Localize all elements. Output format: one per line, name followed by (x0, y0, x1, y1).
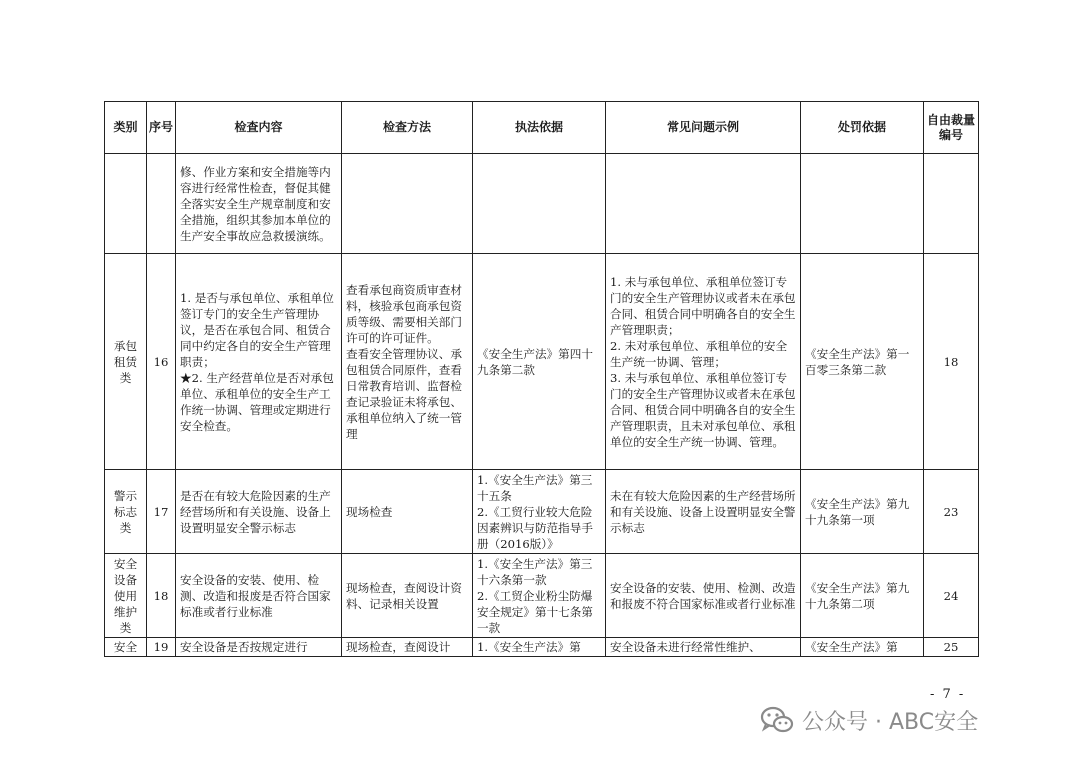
header-issues: 常见问题示例 (606, 102, 801, 154)
watermark-text: 公众号 · ABC安全 (802, 709, 979, 735)
cell-content: 安全设备的安装、使用、检测、改造和报废是否符合国家标准或者行业标准 (176, 554, 342, 638)
cell-basis: 1.《安全生产法》第 (473, 638, 606, 657)
cell-category: 安全设备使用维护类 (105, 554, 147, 638)
cell-category: 承包租赁类 (105, 254, 147, 470)
cell-basis: 1.《安全生产法》第三十六条第一款 2.《工贸企业粉尘防爆安全规定》第十七条第一款 (473, 554, 606, 638)
header-method: 检查方法 (342, 102, 473, 154)
cell-category (105, 154, 147, 254)
header-code: 自由裁量编号 (924, 102, 979, 154)
cell-number: 18 (147, 554, 176, 638)
cell-code (924, 154, 979, 254)
cell-issues: 安全设备未进行经常性维护、 (606, 638, 801, 657)
cell-basis (473, 154, 606, 254)
cell-basis: 1.《安全生产法》第三十五条 2.《工贸行业较大危险因素辨识与防范指导手册（2016版）》 (473, 470, 606, 554)
header-basis: 执法依据 (473, 102, 606, 154)
cell-code: 25 (924, 638, 979, 657)
table-row (105, 254, 979, 470)
wechat-icon (760, 705, 794, 735)
cell-code: 24 (924, 554, 979, 638)
cell-content: 修、作业方案和安全措施等内容进行经常性检查，督促其健全落实安全生产规章制度和安全措施，组织其参加本单位的生产安全事故应急救援演练。 (176, 154, 342, 254)
cell-method (342, 154, 473, 254)
cell-method: 现场检查，查阅设计资料、记录相关设置 (342, 554, 473, 638)
header-penalty: 处罚依据 (801, 102, 924, 154)
cell-category: 警示标志类 (105, 470, 147, 554)
cell-code: 23 (924, 470, 979, 554)
cell-number: 19 (147, 638, 176, 657)
cell-issues: 1. 未与承包单位、承租单位签订专门的安全生产管理协议或者未在承包合同、租赁合同中明确各自的安全生产管理职责； 2. 未对承包单位、承租单位的安全生产统一协调、管理； 3. 未与承包单位、承租单位签订专门的安全生产管理协议或者未在承包合同、租赁合同中明确各自的安全生产管理职责，且未对承包单位、承租单位的安全生产统一协调、管理。 (606, 254, 801, 470)
cell-basis: 《安全生产法》第四十九条第二款 (473, 254, 606, 470)
table-row (105, 554, 979, 638)
header-content: 检查内容 (176, 102, 342, 154)
cell-method: 现场检查，查阅设计 (342, 638, 473, 657)
cell-penalty: 《安全生产法》第 (801, 638, 924, 657)
table-row (105, 154, 979, 254)
cell-code: 18 (924, 254, 979, 470)
cell-category: 安全 (105, 638, 147, 657)
inspection-table (104, 101, 979, 657)
cell-penalty (801, 154, 924, 254)
table-row (105, 470, 979, 554)
cell-issues: 未在有较大危险因素的生产经营场所和有关设施、设备上设置明显安全警示标志 (606, 470, 801, 554)
table-row (105, 638, 979, 657)
cell-method: 查看承包商资质审查材料，核验承包商承包资质等级、需要相关部门许可的许可证件。 查看安全管理协议、承包租赁合同原件，查看日常教育培训、监督检查记录验证未将承包、承租单位纳入了统一管理 (342, 254, 473, 470)
cell-content: 是否在有较大危险因素的生产经营场所和有关设施、设备上设置明显安全警示标志 (176, 470, 342, 554)
watermark (760, 703, 978, 737)
cell-penalty: 《安全生产法》第一百零三条第二款 (801, 254, 924, 470)
header-category: 类别 (105, 102, 147, 154)
cell-number: 17 (147, 470, 176, 554)
cell-method: 现场检查 (342, 470, 473, 554)
cell-issues (606, 154, 801, 254)
table-header-row (105, 102, 979, 154)
cell-penalty: 《安全生产法》第九十九条第一项 (801, 470, 924, 554)
cell-number: 16 (147, 254, 176, 470)
page-number: - 7 - (930, 687, 966, 702)
cell-penalty: 《安全生产法》第九十九条第二项 (801, 554, 924, 638)
cell-content: 安全设备是否按规定进行 (176, 638, 342, 657)
cell-issues: 安全设备的安装、使用、检测、改造和报废不符合国家标准或者行业标准 (606, 554, 801, 638)
cell-content: 1. 是否与承包单位、承租单位签订专门的安全生产管理协议，是否在承包合同、租赁合同中约定各自的安全生产管理职责； ★2. 生产经营单位是否对承包单位、承租单位的安全生产工作统一协调、管理或定期进行安全检查。 (176, 254, 342, 470)
cell-number (147, 154, 176, 254)
header-number: 序号 (147, 102, 176, 154)
